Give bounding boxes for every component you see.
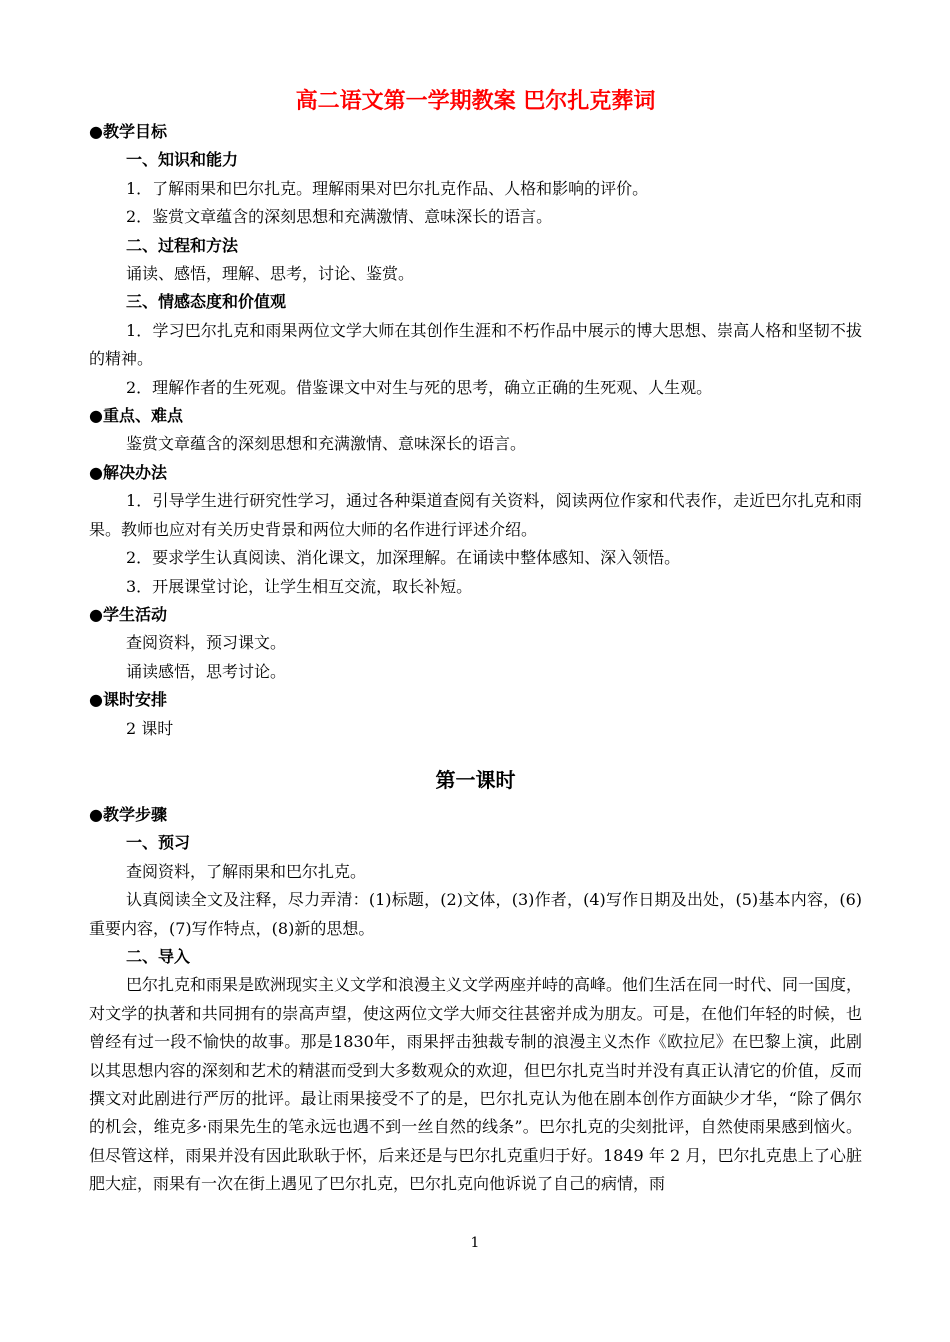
goal3-paragraph-2: 2．理解作者的生死观。借鉴课文中对生与死的思考，确立正确的生死观、人生观。	[126, 377, 713, 397]
step1-heading: 一、预习	[126, 833, 191, 853]
goal1-paragraph-1: 1．了解雨果和巴尔扎克。理解雨果对巴尔扎克作品、人格和影响的评价。	[126, 178, 649, 198]
key-points-heading: ●重点、难点	[89, 406, 183, 426]
key-points-paragraph: 鉴赏文章蕴含的深刻思想和充满激情、意味深长的语言。	[126, 434, 527, 454]
activities-paragraph-2: 诵读感悟，思考讨论。	[126, 661, 287, 681]
goal2-paragraph-1: 诵读、感悟，理解、思考，讨论、鉴赏。	[126, 264, 415, 284]
lesson-one-heading: 第一课时	[435, 767, 516, 792]
activities-paragraph-1: 查阅资料，预习课文。	[126, 633, 287, 653]
goal1-paragraph-2: 2．鉴赏文章蕴含的深刻思想和充满激情、意味深长的语言。	[126, 207, 553, 227]
document-title: 高二语文第一学期教案 巴尔扎克葬词	[295, 89, 656, 114]
schedule-heading: ●课时安排	[89, 690, 167, 710]
document-body	[89, 86, 862, 1199]
methods-paragraph-3: 3．开展课堂讨论，让学生相互交流，取长补短。	[126, 576, 473, 596]
activities-heading: ●学生活动	[89, 604, 167, 624]
goal2-heading: 二、过程和方法	[126, 235, 239, 255]
methods-heading: ●解决办法	[89, 462, 167, 482]
goal3-heading: 三、情感态度和价值观	[126, 292, 287, 312]
methods-paragraph-2: 2．要求学生认真阅读、消化课文，加深理解。在诵读中整体感知、深入领悟。	[126, 548, 681, 568]
schedule-paragraph: 2 课时	[126, 718, 174, 738]
step1-paragraph-1: 查阅资料，了解雨果和巴尔扎克。	[126, 861, 367, 881]
page-number: 1	[470, 1235, 480, 1251]
goals-heading: ●教学目标	[89, 122, 167, 141]
step2-heading: 二、导入	[126, 946, 191, 966]
goal3-paragraph-1: 1．学习巴尔扎克和雨果两位文学大师在其创作生涯和不朽作品中展示的博大思想、崇高人格和坚韧不拔的精神。	[89, 320, 862, 369]
steps-heading: ●教学步骤	[89, 804, 167, 824]
step2-paragraph-1: 巴尔扎克和雨果是欧洲现实主义文学和浪漫主义文学两座并峙的高峰。他们生活在同一时代、同一国度，对文学的执著和共同拥有的崇高声望，使这两位文学大师交往甚密并成为朋友。可是，在他们年轻的时候，也曾经有过一段不愉快的故事。那是1830年，雨果抨击独裁专制的浪漫主义杰作《欧拉尼》在巴黎上演，此剧以其思想内容的深刻和艺术的精湛而受到大多数观众的欢迎，但巴尔扎克当时并没有真正认清它的价值，反而撰文对此剧进行严厉的批评。最让雨果接受不了的是，巴尔扎克认为他在剧本创作方面缺少才华，“除了偶尔的机会，维克多·雨果先生的笔永远也遇不到一丝自然的线条”。巴尔扎克的尖刻批评，自然使雨果感到恼火。但尽管这样，雨果并没有因此耿耿于怀，后来还是与巴尔扎克重归于好。1849 年 2 月，巴尔扎克患上了心脏肥大症，雨果有一次在街上遇见了巴尔扎克，巴尔扎克向他诉说了自己的病情，雨	[89, 975, 863, 1194]
methods-paragraph-1: 1．引导学生进行研究性学习，通过各种渠道查阅有关资料，阅读两位作家和代表作，走近巴尔扎克和雨果。教师也应对有关历史背景和两位大师的名作进行评述介绍。	[89, 491, 862, 539]
step1-paragraph-2: 认真阅读全文及注释，尽力弄清：(1)标题，(2)文体，(3)作者，(4)写作日期及出处，(5)基本内容，(6)重要内容，(7)写作特点，(8)新的思想。	[89, 890, 862, 938]
goal1-heading: 一、知识和能力	[126, 150, 239, 170]
